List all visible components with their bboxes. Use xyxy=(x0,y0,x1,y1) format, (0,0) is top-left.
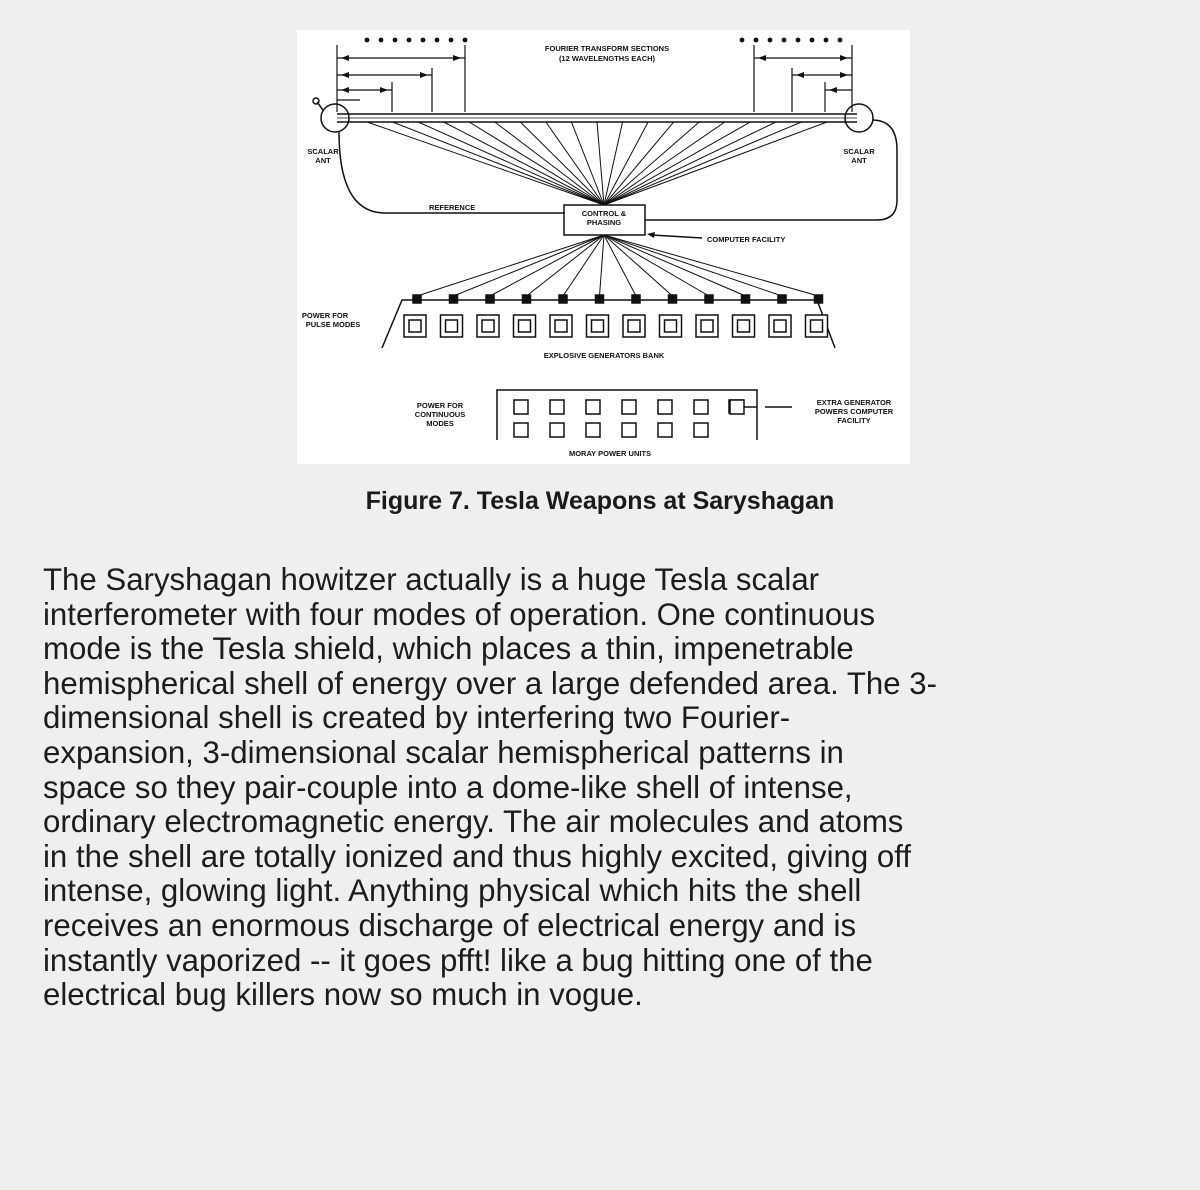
body-line: receives an enormous discharge of electrical energy and is xyxy=(43,907,857,943)
continuous-power-label-1: POWER FOR xyxy=(416,401,464,410)
scalar-ant-right-2: ANT xyxy=(851,156,867,165)
body-paragraph xyxy=(43,563,1173,1013)
body-line: ordinary electromagnetic energy. The air molecules and atoms xyxy=(43,804,904,840)
pulse-power-label-2: PULSE MODES xyxy=(305,320,361,329)
body-line: in the shell are totally ionized and thus highly excited, giving off xyxy=(43,838,912,874)
pulse-power-label-1: POWER FOR xyxy=(301,311,349,320)
extra-generator-label-1: EXTRA GENERATOR xyxy=(816,398,892,407)
extra-generator-label-2: POWERS COMPUTER xyxy=(814,407,894,416)
continuous-power-label-3: MODES xyxy=(426,419,454,428)
wavelength-dots xyxy=(365,38,843,43)
extra-generator-label-3: FACILITY xyxy=(837,416,871,425)
control-label-1: CONTROL & xyxy=(581,209,627,218)
body-line: expansion, 3-dimensional scalar hemispherical patterns in xyxy=(43,734,844,770)
body-line: space so they pair-couple into a dome-like shell of intense, xyxy=(43,769,853,805)
moray-unit-boxes xyxy=(514,400,744,437)
figure-caption: Figure 7. Tesla Weapons at Saryshagan xyxy=(365,487,835,515)
moray-units-label: MORAY POWER UNITS xyxy=(568,449,652,458)
generator-boxes xyxy=(404,295,828,337)
right-dimension-arrows xyxy=(754,45,852,112)
body-line: hemispherical shell of energy over a large defended area. The 3- xyxy=(43,665,938,701)
body-line: mode is the Tesla shield, which places a thin, impenetrable xyxy=(43,631,854,667)
reference-label: REFERENCE xyxy=(429,203,476,212)
scalar-ant-left-2: ANT xyxy=(315,156,331,165)
body-line: instantly vaporized -- it goes pfft! like a bug hitting one of the xyxy=(43,942,873,978)
body-line: intense, glowing light. Anything physical which hits the shell xyxy=(43,873,862,909)
body-line: interferometer with four modes of operation. One continuous xyxy=(43,596,876,632)
fourier-label-2: (12 WAVELENGTHS EACH) xyxy=(558,54,656,63)
continuous-power-label-2: CONTINUOUS xyxy=(414,410,466,419)
fourier-label-1: FOURIER TRANSFORM SECTIONS xyxy=(544,44,670,53)
body-line: dimensional shell is created by interfering two Fourier- xyxy=(43,700,791,736)
control-label-2: PHASING xyxy=(586,218,622,227)
body-line: electrical bug killers now so much in vogue. xyxy=(43,977,643,1013)
moray-power-units xyxy=(497,390,792,440)
body-line: The Saryshagan howitzer actually is a huge Tesla scalar xyxy=(43,562,820,597)
scalar-ant-left-1: SCALAR xyxy=(307,147,339,156)
scalar-ant-right-1: SCALAR xyxy=(843,147,875,156)
diagram-svg xyxy=(297,30,910,464)
computer-facility-label: COMPUTER FACILITY xyxy=(707,235,786,244)
tesla-weapons-diagram xyxy=(297,30,910,464)
left-dimension-arrows xyxy=(337,45,465,112)
explosive-bank-label: EXPLOSIVE GENERATORS BANK xyxy=(543,351,665,360)
